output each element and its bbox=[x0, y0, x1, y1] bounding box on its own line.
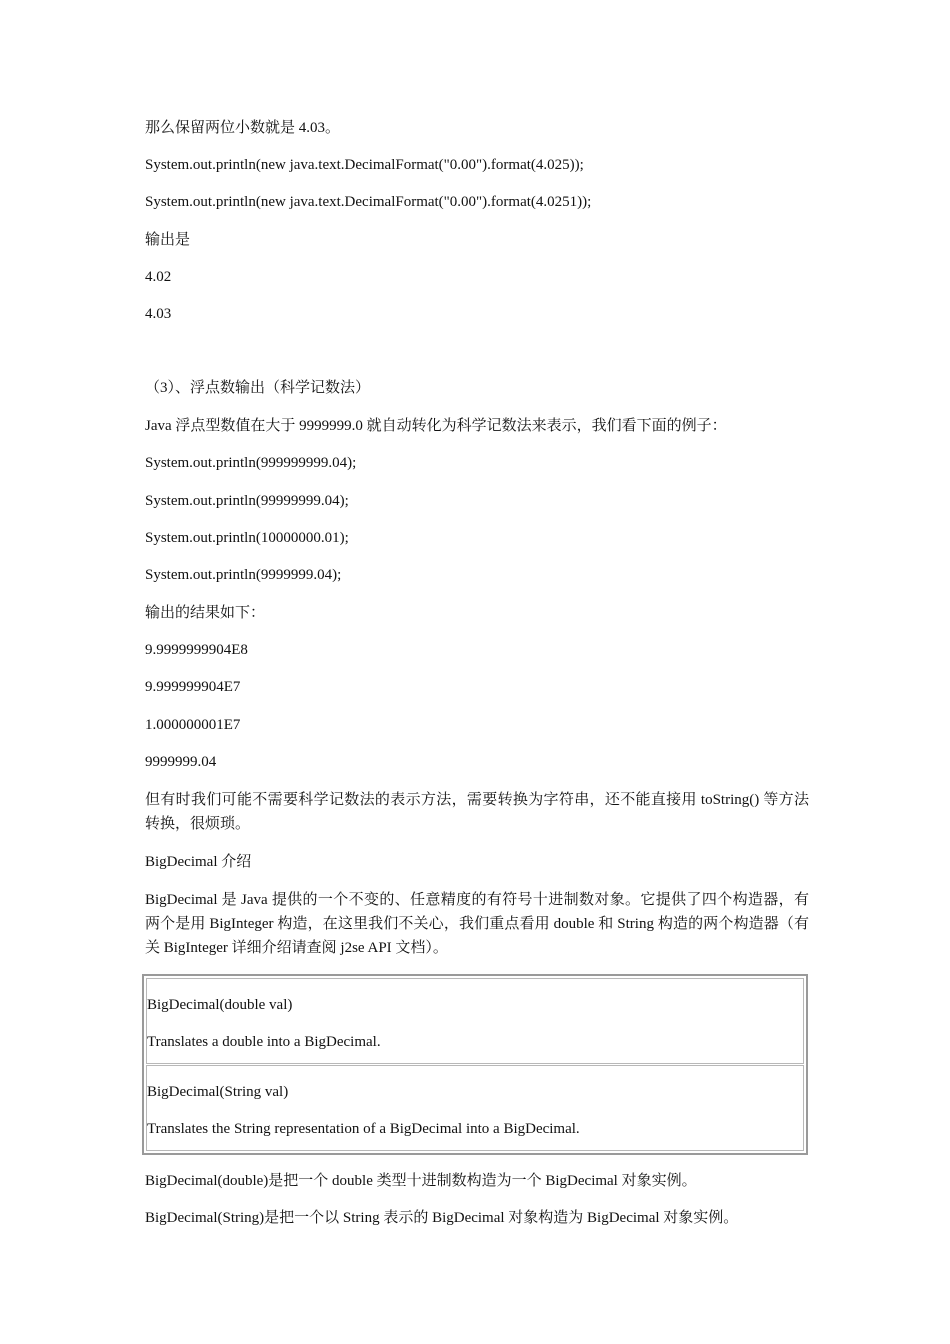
paragraph: 但有时我们可能不需要科学记数法的表示方法，需要转换为字符串，还不能直接用 toString() 等方法转换，很烦琐。 bbox=[145, 792, 809, 832]
text-line: BigDecimal(double)是把一个 double 类型十进制数构造为一个 BigDecimal 对象实例。 bbox=[145, 1173, 697, 1189]
constructor-signature: BigDecimal(String val) bbox=[147, 1084, 289, 1100]
constructor-table bbox=[142, 974, 808, 1155]
text-line: Java 浮点型数值在大于 9999999.0 就自动转化为科学记数法来表示，我们看下面的例子： bbox=[145, 418, 727, 434]
table-row bbox=[146, 1065, 804, 1151]
paragraph: BigDecimal 是 Java 提供的一个不变的、任意精度的有符号十进制数对象。它提供了四个构造器，有两个是用 BigInteger 构造，在这里我们不关心，我们重点看用 double 和 String 构造的两个构造器（有关 BigInteger 详细介绍请查阅 j2se API 文档）。 bbox=[145, 892, 809, 956]
constructor-description: Translates the String representation of a BigDecimal into a BigDecimal. bbox=[147, 1121, 580, 1137]
text-line: 那么保留两位小数就是 4.03。 bbox=[145, 120, 341, 136]
section-heading: BigDecimal 介绍 bbox=[145, 854, 252, 870]
section-heading: （3）、浮点数输出（科学记数法） bbox=[145, 380, 371, 396]
output-line: 4.03 bbox=[145, 306, 172, 322]
text-line: 输出是 bbox=[145, 232, 191, 248]
table-row bbox=[146, 978, 804, 1064]
text-line: BigDecimal(String)是把一个以 String 表示的 BigDecimal 对象构造为 BigDecimal 对象实例。 bbox=[145, 1210, 739, 1226]
output-line: 9.999999904E7 bbox=[145, 679, 241, 695]
output-line: 9.9999999904E8 bbox=[145, 642, 248, 658]
code-line: System.out.println(10000000.01); bbox=[145, 530, 349, 546]
output-line: 9999999.04 bbox=[145, 754, 217, 770]
constructor-description: Translates a double into a BigDecimal. bbox=[147, 1034, 381, 1050]
text-line: 输出的结果如下： bbox=[145, 605, 266, 621]
code-line: System.out.println(999999999.04); bbox=[145, 455, 357, 471]
output-line: 4.02 bbox=[145, 269, 172, 285]
constructor-signature: BigDecimal(double val) bbox=[147, 997, 293, 1013]
code-line: System.out.println(new java.text.DecimalFormat("0.00").format(4.0251)); bbox=[145, 194, 592, 210]
code-line: System.out.println(99999999.04); bbox=[145, 493, 349, 509]
code-line: System.out.println(9999999.04); bbox=[145, 567, 342, 583]
output-line: 1.000000001E7 bbox=[145, 717, 241, 733]
code-line: System.out.println(new java.text.DecimalFormat("0.00").format(4.025)); bbox=[145, 157, 584, 173]
